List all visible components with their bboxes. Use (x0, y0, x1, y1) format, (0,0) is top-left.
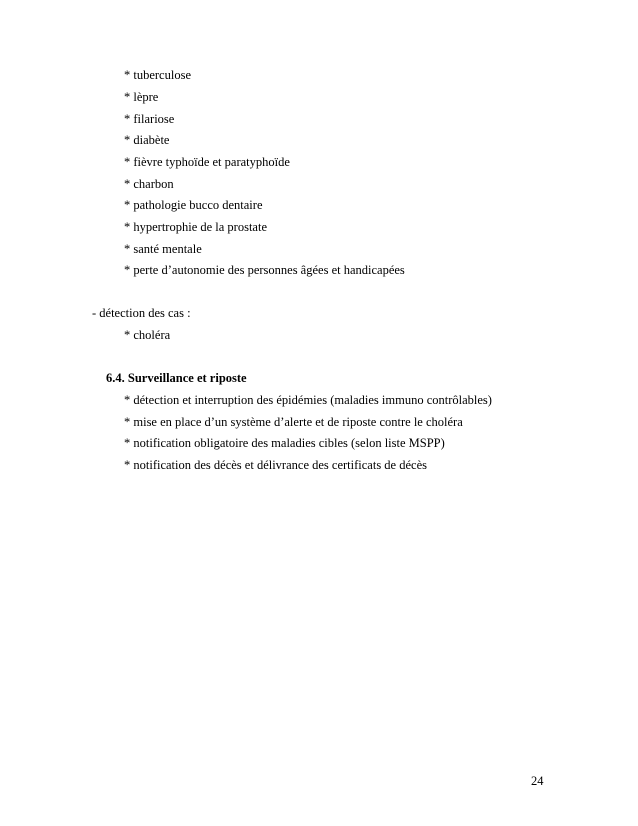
list-item-charbon: * charbon (124, 177, 174, 191)
list-item-filariose: * filariose (124, 112, 175, 126)
list-item-sante-mentale: * santé mentale (124, 242, 202, 256)
section-heading: 6.4. Surveillance et riposte (106, 371, 247, 385)
list-item-notification-deces: * notification des décès et délivrance des certificats de décès (124, 458, 427, 472)
list-item-tuberculose: * tuberculose (124, 68, 191, 82)
list-item-systeme-alerte: * mise en place d’un système d’alerte et de riposte contre le choléra (124, 415, 463, 429)
list-item-diabete: * diabète (124, 133, 170, 147)
page-number: 24 (531, 774, 544, 788)
list-item-cholera: * choléra (124, 328, 171, 342)
list-item-pathologie-bucco-dentaire: * pathologie bucco dentaire (124, 198, 263, 212)
list-item-detection-epidemies: * détection et interruption des épidémies (maladies immuno contrôlables) (124, 393, 492, 407)
list-item-perte-autonomie: * perte d’autonomie des personnes âgées et handicapées (124, 263, 405, 277)
detection-label: - détection des cas : (92, 306, 191, 320)
list-item-fievre-typhoide: * fièvre typhoïde et paratyphoïde (124, 155, 290, 169)
list-item-lepre: * lèpre (124, 90, 159, 104)
list-item-notification-maladies: * notification obligatoire des maladies cibles (selon liste MSPP) (124, 436, 445, 450)
list-item-hypertrophie-prostate: * hypertrophie de la prostate (124, 220, 268, 234)
